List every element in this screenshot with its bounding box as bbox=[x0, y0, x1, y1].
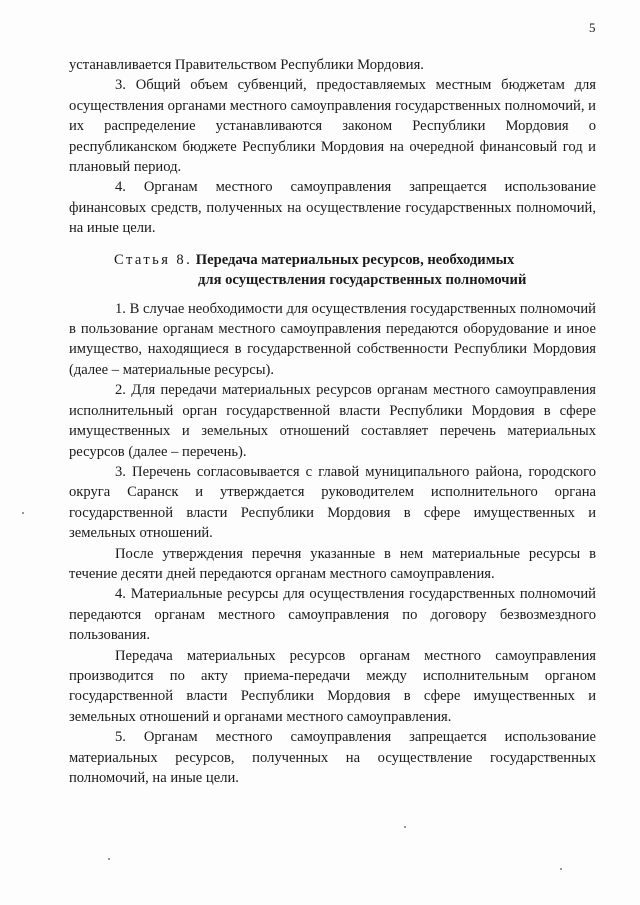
paragraph-article8-3-approval: После утверждения перечня указанные в нем материальные ресурсы в течение десяти дней передаются органам местного самоуправления. bbox=[69, 545, 596, 582]
scan-speck bbox=[108, 858, 110, 860]
scan-speck bbox=[404, 826, 406, 828]
paragraph-financial-4: 4. Органам местного самоуправления запрещается использование финансовых средств, полученных на осуществление государственных полномочий, на иные цели. bbox=[69, 179, 596, 237]
page-number: 5 bbox=[589, 20, 596, 35]
paragraph-article8-1: 1. В случае необходимости для осуществления государственных полномочий в пользование органам местного самоуправления передаются оборудование и иное имущество, находящиеся в государственной собственности Республики Мордовия (далее – материальные ресурсы). bbox=[69, 300, 596, 378]
article-heading bbox=[69, 250, 596, 290]
paragraph-article8-5: 5. Органам местного самоуправления запрещается использование материальных ресурсов, полученных на осуществление государственных полномочий, на иные цели. bbox=[69, 729, 596, 786]
paragraph-article8-2: 2. Для передачи материальных ресурсов органам местного самоуправления исполнительный орган государственной власти Республики Мордовия в сфере имущественных и земельных отношений составляет перечень материальных ресурсов (далее – перечень). bbox=[69, 382, 596, 460]
paragraph-article8-4: 4. Материальные ресурсы для осуществления государственных полномочий передаются органам местного самоуправления по договору безвозмездного пользования. bbox=[69, 586, 596, 644]
article-heading-line1 bbox=[69, 250, 596, 270]
article-title-line2: для осуществления государственных полномочий bbox=[198, 271, 527, 288]
document-body bbox=[69, 55, 596, 788]
scan-speck bbox=[22, 512, 24, 514]
article-number: Статья 8. bbox=[114, 251, 193, 268]
scan-speck bbox=[560, 868, 562, 870]
paragraph-subventions-3: 3. Общий объем субвенций, предоставляемых местным бюджетам для осуществления органами местного самоуправления государственных полномочий, и их распределение устанавливаются законом Республики Мордовия о республиканском бюджете Республики Мордовия на очередной финансовый год и плановый период. bbox=[69, 77, 596, 176]
paragraph-article8-4-transfer: Передача материальных ресурсов органам местного самоуправления производится по акту приема-передачи между исполнительным органом государственной власти Республики Мордовия в сфере имущественных и земельных отношений и органами местного самоуправления. bbox=[69, 647, 596, 725]
paragraph-article8-3: 3. Перечень согласовывается с главой муниципального района, городского округа Саранск и утверждается руководителем исполнительного органа государственной власти Республики Мордовия в сфере имущественных и земельных отношений. bbox=[69, 463, 596, 542]
article-title-line1: Передача материальных ресурсов, необходимых bbox=[195, 251, 515, 268]
paragraph-continuation: устанавливается Правительством Республики Мордовия. bbox=[69, 57, 424, 73]
